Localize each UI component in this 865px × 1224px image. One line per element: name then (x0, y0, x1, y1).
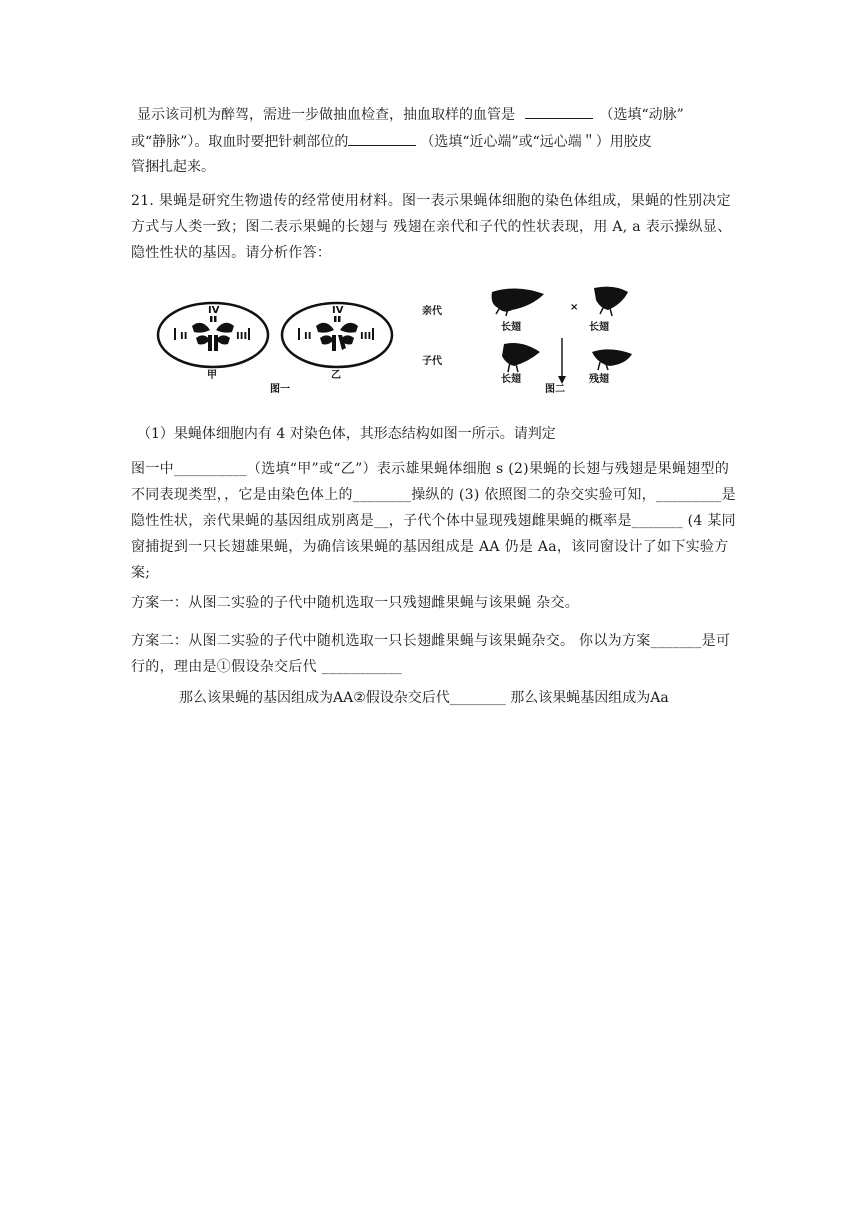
q21-body: 图一中__________（选填“甲”或“乙”）表示雄果蝇体细胞 s (2)果蝇的长翅与残翅是果蝇翅型的不同表现类型，，它是由染色体上的________操纵的 (3) 依照图二的杂交实验可知，_________是隐性性状，亲代果蝇的基因组成别离是__，子代个体中显现残翅雌果蝇的概率是_______ (4 某同窗捕捉到一只长翅雄果蝇，为确信该果蝇的基因组成是 AA 仍是 Aa，该同窗设计了如下实验方案; (131, 461, 736, 581)
cross-diagram (422, 287, 632, 395)
q21-intro: 21. 果蝇是研究生物遗传的经常使用材料。图一表示果蝇体细胞的染色体组成，果蝇的性别决定方式与人类一致；图二表示果蝇的长翅与 残翅在亲代和子代的性状表现，用 A, a 表示操纵显、隐性性状的基因。请分析作答： (131, 193, 732, 261)
offspring-label: 子代 (422, 356, 442, 367)
arrow-head (558, 376, 566, 384)
chrom-label-iii: III (236, 331, 248, 342)
figure-1-caption: 图一 (270, 384, 290, 395)
chrom-label-iv: IV (208, 305, 220, 316)
cell-label-jia: 甲 (207, 370, 217, 381)
plan-two: 方案二：从图二实验的子代中随机选取一只长翅雌果蝇与该果蝇杂交。 你以为方案_______是可行的，理由是①假设杂交后代 ___________ (131, 633, 731, 675)
cross-symbol: × (570, 302, 579, 313)
chrom-label-ii-2: II (304, 331, 312, 342)
q21-sub-1: （1）果蝇体细胞内有 4 对染色体，其形态结构如图一所示。请判定 (137, 426, 556, 442)
cell-jia (158, 303, 268, 381)
conclusion-line: 那么该果蝇的基因组成为AA②假设杂交后代________ 那么该果蝇基因组成为Aa (179, 690, 669, 706)
fly-label-3: 长翅 (501, 374, 521, 385)
fly-label-1: 长翅 (501, 322, 521, 333)
figure-drosophila (152, 280, 652, 398)
q20-text-1a: 显示该司机为醉驾，需进一步做抽血检查，抽血取样的血管是 (137, 107, 515, 123)
figure-2-caption: 图二 (545, 384, 565, 395)
answer-blank-vessel[interactable] (525, 104, 593, 119)
q20-text-1b: （选填“动脉” (599, 107, 684, 123)
parent-label: 亲代 (422, 306, 442, 317)
fly-child-1 (502, 343, 540, 366)
fly-label-4: 残翅 (589, 374, 609, 385)
q20-text-2a: 或“静脉”）。取血时要把针刺部位的 (131, 134, 349, 150)
q20-line-2 (131, 131, 652, 152)
cell-label-yi: 乙 (331, 370, 341, 381)
fly-child-2 (592, 349, 632, 366)
q20-text-3: 管捆扎起来。 (131, 159, 215, 175)
figure-svg (152, 280, 652, 398)
q20-line-1 (137, 104, 684, 125)
fly-parent-2 (594, 287, 628, 310)
fly-label-2: 长翅 (589, 322, 609, 333)
chrom-label-ii: II (180, 331, 188, 342)
q20-text-2b: （选填“近心端”或“远心端＂）用胶皮 (420, 134, 652, 150)
plan-one: 方案一：从图二实验的子代中随机选取一只残翅雌果蝇与该果蝇 杂交。 (131, 595, 580, 611)
cell-yi (282, 303, 392, 381)
chrom-label-iv-2: IV (332, 305, 344, 316)
answer-blank-position[interactable] (348, 131, 416, 146)
chrom-label-iii-2: III (360, 331, 372, 342)
